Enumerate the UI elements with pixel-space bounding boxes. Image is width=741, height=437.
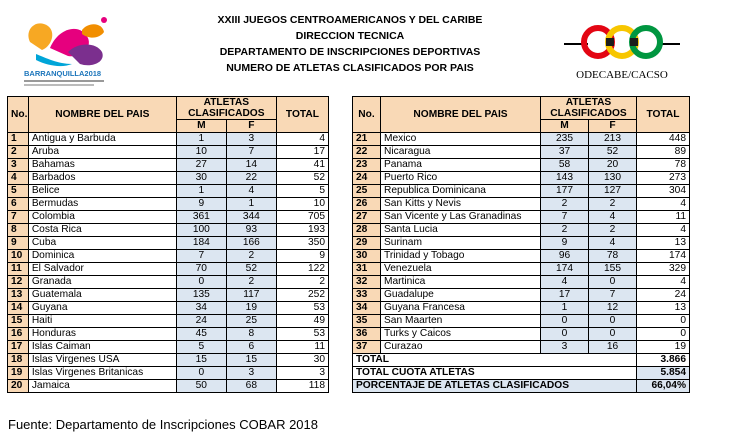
summary-pct-row <box>353 380 690 393</box>
country-name: Honduras <box>28 328 176 341</box>
male-count: 17 <box>541 289 589 302</box>
row-number: 10 <box>8 250 29 263</box>
row-number: 36 <box>353 328 381 341</box>
row-total: 304 <box>637 185 690 198</box>
country-name: Barbados <box>28 172 176 185</box>
row-total: 52 <box>276 172 328 185</box>
country-name: Panama <box>381 159 541 172</box>
country-name: Martinica <box>381 276 541 289</box>
summary-pct-value: 66,04% <box>637 380 690 393</box>
female-count: 7 <box>226 146 276 159</box>
row-number: 34 <box>353 302 381 315</box>
female-count: 78 <box>589 250 637 263</box>
row-number: 22 <box>353 146 381 159</box>
country-name: Guatemala <box>28 289 176 302</box>
female-count: 0 <box>589 328 637 341</box>
summary-pct-label: PORCENTAJE DE ATLETAS CLASIFICADOS <box>353 380 637 393</box>
female-count: 4 <box>589 237 637 250</box>
table-row <box>353 276 690 289</box>
row-total: 41 <box>276 159 328 172</box>
table-row <box>8 224 329 237</box>
female-count: 52 <box>226 263 276 276</box>
male-count: 24 <box>176 315 226 328</box>
col-total-header: TOTAL <box>276 97 328 133</box>
male-count: 34 <box>176 302 226 315</box>
female-count: 25 <box>226 315 276 328</box>
country-name: Nicaragua <box>381 146 541 159</box>
row-total: 448 <box>637 133 690 146</box>
male-count: 96 <box>541 250 589 263</box>
table-row <box>8 198 329 211</box>
row-number: 12 <box>8 276 29 289</box>
table-row <box>353 328 690 341</box>
row-total: 13 <box>637 237 690 250</box>
male-count: 7 <box>176 250 226 263</box>
male-count: 184 <box>176 237 226 250</box>
logo-left-text: BARRANQUILLA2018 <box>24 69 102 78</box>
row-total: 13 <box>637 302 690 315</box>
male-count: 3 <box>541 341 589 354</box>
table-row <box>8 328 329 341</box>
country-name: Guadalupe <box>381 289 541 302</box>
female-count: 3 <box>226 133 276 146</box>
country-name: Costa Rica <box>28 224 176 237</box>
row-total: 89 <box>637 146 690 159</box>
summary-cuota-label: TOTAL CUOTA ATLETAS <box>353 367 637 380</box>
col-no-header: No. <box>8 97 29 133</box>
female-count: 15 <box>226 354 276 367</box>
female-count: 7 <box>589 289 637 302</box>
female-count: 19 <box>226 302 276 315</box>
table-row <box>8 146 329 159</box>
table-row <box>353 133 690 146</box>
row-number: 21 <box>353 133 381 146</box>
row-total: 53 <box>276 302 328 315</box>
country-name: Guyana <box>28 302 176 315</box>
row-total: 273 <box>637 172 690 185</box>
row-total: 4 <box>276 133 328 146</box>
country-name: Jamaica <box>28 380 176 393</box>
row-number: 16 <box>8 328 29 341</box>
female-count: 117 <box>226 289 276 302</box>
male-count: 50 <box>176 380 226 393</box>
male-count: 15 <box>176 354 226 367</box>
col-name-header: NOMBRE DEL PAIS <box>381 97 541 133</box>
table-row <box>8 250 329 263</box>
male-count: 45 <box>176 328 226 341</box>
row-total: 2 <box>276 276 328 289</box>
row-number: 24 <box>353 172 381 185</box>
row-number: 30 <box>353 250 381 263</box>
row-number: 7 <box>8 211 29 224</box>
country-name: Santa Lucia <box>381 224 541 237</box>
female-count: 166 <box>226 237 276 250</box>
country-name: Islas Virgenes USA <box>28 354 176 367</box>
table-row <box>353 198 690 211</box>
female-count: 213 <box>589 133 637 146</box>
female-count: 155 <box>589 263 637 276</box>
table-row <box>353 211 690 224</box>
row-number: 8 <box>8 224 29 237</box>
table-row <box>8 302 329 315</box>
male-count: 58 <box>541 159 589 172</box>
row-total: 49 <box>276 315 328 328</box>
male-count: 135 <box>176 289 226 302</box>
row-total: 4 <box>637 276 690 289</box>
table-row <box>353 146 690 159</box>
female-count: 127 <box>589 185 637 198</box>
barranquilla-2018-logo <box>22 12 117 94</box>
header-line-2: DIRECCION TECNICA <box>295 30 405 42</box>
row-number: 2 <box>8 146 29 159</box>
row-total: 705 <box>276 211 328 224</box>
female-count: 0 <box>589 276 637 289</box>
table-row <box>353 341 690 354</box>
table-row <box>353 250 690 263</box>
table-row <box>8 354 329 367</box>
country-name: Trinidad y Tobago <box>381 250 541 263</box>
country-name: Colombia <box>28 211 176 224</box>
row-number: 29 <box>353 237 381 250</box>
table-row <box>8 315 329 328</box>
country-name: Surinam <box>381 237 541 250</box>
female-count: 12 <box>589 302 637 315</box>
table-row <box>8 133 329 146</box>
logo-right-text: ODECABE/CACSO <box>576 69 668 81</box>
country-name: San Kitts y Nevis <box>381 198 541 211</box>
male-count: 0 <box>176 276 226 289</box>
male-count: 1 <box>176 133 226 146</box>
male-count: 0 <box>541 328 589 341</box>
table-row <box>8 211 329 224</box>
country-name: San Maarten <box>381 315 541 328</box>
row-total: 4 <box>637 224 690 237</box>
row-total: 350 <box>276 237 328 250</box>
male-count: 2 <box>541 198 589 211</box>
table-row <box>353 159 690 172</box>
source-footer: Fuente: Departamento de Inscripciones COBAR 2018 <box>8 417 319 432</box>
row-number: 4 <box>8 172 29 185</box>
table-row <box>353 224 690 237</box>
row-total: 9 <box>276 250 328 263</box>
summary-cuota-value: 5.854 <box>637 367 690 380</box>
summary-total-row <box>353 354 690 367</box>
athletes-table-right <box>352 96 690 393</box>
col-m-header: M <box>176 120 226 133</box>
row-number: 18 <box>8 354 29 367</box>
country-name: Haiti <box>28 315 176 328</box>
female-count: 2 <box>589 198 637 211</box>
male-count: 235 <box>541 133 589 146</box>
row-total: 5 <box>276 185 328 198</box>
male-count: 10 <box>176 146 226 159</box>
row-total: 11 <box>276 341 328 354</box>
male-count: 361 <box>176 211 226 224</box>
female-count: 4 <box>226 185 276 198</box>
table-row <box>353 185 690 198</box>
row-number: 33 <box>353 289 381 302</box>
col-athletes-header: ATLETAS CLASIFICADOS <box>176 97 276 120</box>
male-count: 7 <box>541 211 589 224</box>
country-name: Curazao <box>381 341 541 354</box>
female-count: 8 <box>226 328 276 341</box>
header-line-4: NUMERO DE ATLETAS CLASIFICADOS POR PAIS <box>226 62 474 74</box>
row-total: 174 <box>637 250 690 263</box>
summary-total-value: 3.866 <box>637 354 690 367</box>
col-no-header: No. <box>353 97 381 133</box>
male-count: 37 <box>541 146 589 159</box>
male-count: 100 <box>176 224 226 237</box>
male-count: 1 <box>541 302 589 315</box>
male-count: 30 <box>176 172 226 185</box>
row-total: 24 <box>637 289 690 302</box>
country-name: Puerto Rico <box>381 172 541 185</box>
col-m-header: M <box>541 120 589 133</box>
male-count: 70 <box>176 263 226 276</box>
col-f-header: F <box>589 120 637 133</box>
row-total: 0 <box>637 315 690 328</box>
female-count: 68 <box>226 380 276 393</box>
row-total: 53 <box>276 328 328 341</box>
summary-cuota-row <box>353 367 690 380</box>
row-number: 3 <box>8 159 29 172</box>
male-count: 27 <box>176 159 226 172</box>
country-name: Cuba <box>28 237 176 250</box>
row-number: 17 <box>8 341 29 354</box>
row-number: 28 <box>353 224 381 237</box>
country-name: Guyana Francesa <box>381 302 541 315</box>
row-number: 19 <box>8 367 29 380</box>
row-total: 30 <box>276 354 328 367</box>
table-row <box>8 289 329 302</box>
row-number: 9 <box>8 237 29 250</box>
header-line-1: XXIII JUEGOS CENTROAMERICANOS Y DEL CARIBE <box>217 14 483 26</box>
country-name: Islas Virgenes Britanicas <box>28 367 176 380</box>
row-number: 6 <box>8 198 29 211</box>
row-number: 32 <box>353 276 381 289</box>
row-number: 5 <box>8 185 29 198</box>
row-total: 4 <box>637 198 690 211</box>
table-row <box>353 237 690 250</box>
table-row <box>8 237 329 250</box>
row-total: 11 <box>637 211 690 224</box>
row-total: 17 <box>276 146 328 159</box>
female-count: 1 <box>226 198 276 211</box>
female-count: 2 <box>226 250 276 263</box>
male-count: 9 <box>176 198 226 211</box>
female-count: 6 <box>226 341 276 354</box>
country-name: Granada <box>28 276 176 289</box>
table-row <box>8 341 329 354</box>
male-count: 9 <box>541 237 589 250</box>
table-row <box>8 159 329 172</box>
row-total: 118 <box>276 380 328 393</box>
summary-total-label: TOTAL <box>353 354 637 367</box>
table-row <box>353 302 690 315</box>
male-count: 143 <box>541 172 589 185</box>
table-row <box>8 276 329 289</box>
country-name: Mexico <box>381 133 541 146</box>
row-number: 27 <box>353 211 381 224</box>
female-count: 16 <box>589 341 637 354</box>
table-row <box>8 380 329 393</box>
row-total: 0 <box>637 328 690 341</box>
col-name-header: NOMBRE DEL PAIS <box>28 97 176 133</box>
country-name: Venezuela <box>381 263 541 276</box>
row-number: 11 <box>8 263 29 276</box>
athletes-table-left <box>7 96 329 393</box>
table-row <box>353 172 690 185</box>
female-count: 2 <box>226 276 276 289</box>
col-total-header: TOTAL <box>637 97 690 133</box>
female-count: 0 <box>589 315 637 328</box>
male-count: 5 <box>176 341 226 354</box>
table-row <box>8 185 329 198</box>
table-row <box>353 315 690 328</box>
row-total: 193 <box>276 224 328 237</box>
country-name: El Salvador <box>28 263 176 276</box>
table-row <box>353 289 690 302</box>
row-number: 23 <box>353 159 381 172</box>
country-name: Aruba <box>28 146 176 159</box>
male-count: 2 <box>541 224 589 237</box>
row-number: 1 <box>8 133 29 146</box>
female-count: 3 <box>226 367 276 380</box>
document-header <box>180 12 520 76</box>
female-count: 4 <box>589 211 637 224</box>
row-total: 329 <box>637 263 690 276</box>
row-total: 19 <box>637 341 690 354</box>
country-name: Turks y Caicos <box>381 328 541 341</box>
female-count: 22 <box>226 172 276 185</box>
row-total: 252 <box>276 289 328 302</box>
row-number: 13 <box>8 289 29 302</box>
header-line-3: DEPARTAMENTO DE INSCRIPCIONES DEPORTIVAS <box>219 46 481 58</box>
table-row <box>8 172 329 185</box>
country-name: Republica Dominicana <box>381 185 541 198</box>
row-number: 25 <box>353 185 381 198</box>
male-count: 0 <box>541 315 589 328</box>
male-count: 177 <box>541 185 589 198</box>
female-count: 130 <box>589 172 637 185</box>
row-total: 122 <box>276 263 328 276</box>
country-name: Bahamas <box>28 159 176 172</box>
male-count: 4 <box>541 276 589 289</box>
female-count: 52 <box>589 146 637 159</box>
table-row <box>8 367 329 380</box>
row-total: 78 <box>637 159 690 172</box>
male-count: 0 <box>176 367 226 380</box>
row-number: 15 <box>8 315 29 328</box>
country-name: Dominica <box>28 250 176 263</box>
col-f-header: F <box>226 120 276 133</box>
row-number: 14 <box>8 302 29 315</box>
country-name: Islas Caiman <box>28 341 176 354</box>
male-count: 174 <box>541 263 589 276</box>
male-count: 1 <box>176 185 226 198</box>
female-count: 93 <box>226 224 276 237</box>
country-name: Belice <box>28 185 176 198</box>
row-number: 35 <box>353 315 381 328</box>
row-number: 31 <box>353 263 381 276</box>
table-row <box>353 263 690 276</box>
row-number: 37 <box>353 341 381 354</box>
row-number: 26 <box>353 198 381 211</box>
row-total: 10 <box>276 198 328 211</box>
female-count: 14 <box>226 159 276 172</box>
country-name: Bermudas <box>28 198 176 211</box>
female-count: 2 <box>589 224 637 237</box>
country-name: San Vicente y Las Granadinas <box>381 211 541 224</box>
female-count: 20 <box>589 159 637 172</box>
col-athletes-header: ATLETAS CLASIFICADOS <box>541 97 637 120</box>
row-total: 3 <box>276 367 328 380</box>
table-row <box>8 263 329 276</box>
country-name: Antigua y Barbuda <box>28 133 176 146</box>
odecabe-cacso-logo <box>562 16 682 84</box>
female-count: 344 <box>226 211 276 224</box>
row-number: 20 <box>8 380 29 393</box>
